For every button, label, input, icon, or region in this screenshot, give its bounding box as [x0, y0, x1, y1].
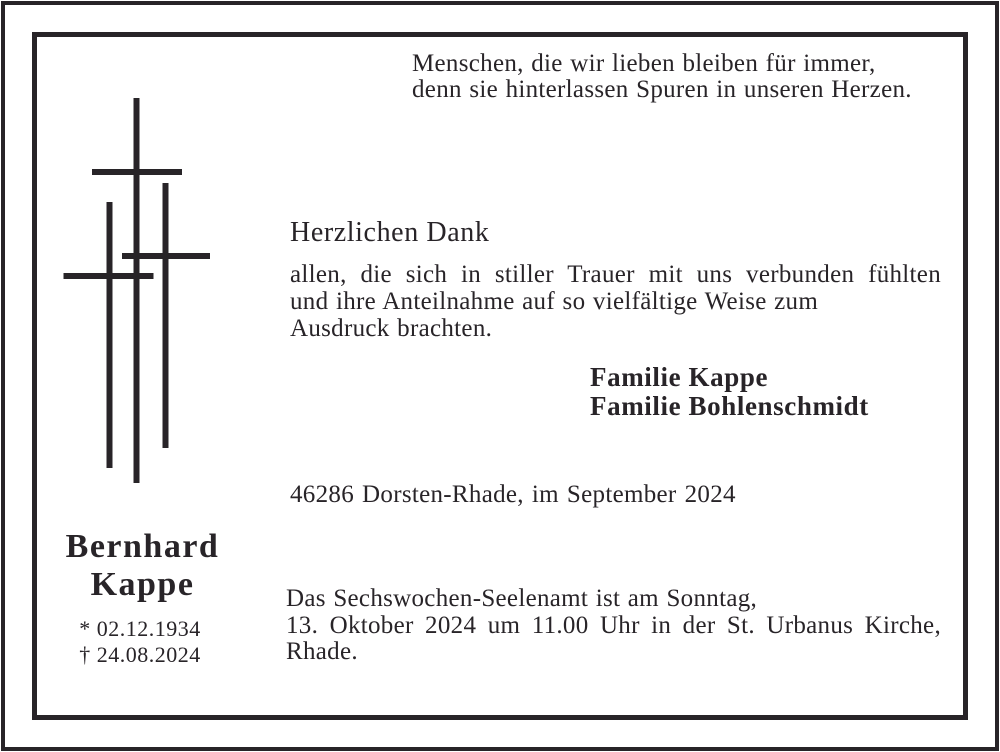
place-dateline: 46286 Dorsten-Rhade, im September 2024 [290, 481, 736, 508]
thanks-heading: Herzlichen Dank [290, 217, 490, 248]
three-crosses-icon [50, 90, 230, 490]
signature-line: Familie Bohlenschmidt [590, 391, 869, 421]
birth-date-line: * 02.12.1934 [79, 616, 201, 641]
deceased-first-name: Bernhard [65, 528, 220, 565]
family-signatures [590, 363, 869, 421]
text-line: und ihre Anteilnahme auf so vielfältige Weise zum [290, 288, 819, 315]
life-dates [40, 616, 240, 668]
deceased-last-name: Kappe [90, 566, 195, 603]
service-announcement [286, 586, 941, 666]
text-line: Ausdruck brachten. [290, 315, 493, 342]
death-date-line: † 24.08.2024 [79, 642, 201, 667]
service-line: Rhade. [286, 638, 358, 665]
signature-line: Familie Kappe [590, 362, 769, 392]
service-line: 13. Oktober 2024 um 11.00 Uhr in der St. Urbanus Kirche, [286, 611, 941, 639]
deceased-name [40, 528, 245, 604]
thanks-paragraph [290, 261, 941, 342]
quote-line: denn sie hinterlassen Spuren in unseren Herzen. [412, 76, 912, 103]
memorial-quote [412, 51, 957, 103]
service-line: Das Sechswochen-Seelenamt ist am Sonntag, [286, 585, 758, 612]
quote-line: Menschen, die wir lieben bleiben für immer, [412, 50, 876, 77]
text-line: allen, die sich in stiller Trauer mit uns verbunden fühlten [290, 261, 941, 288]
